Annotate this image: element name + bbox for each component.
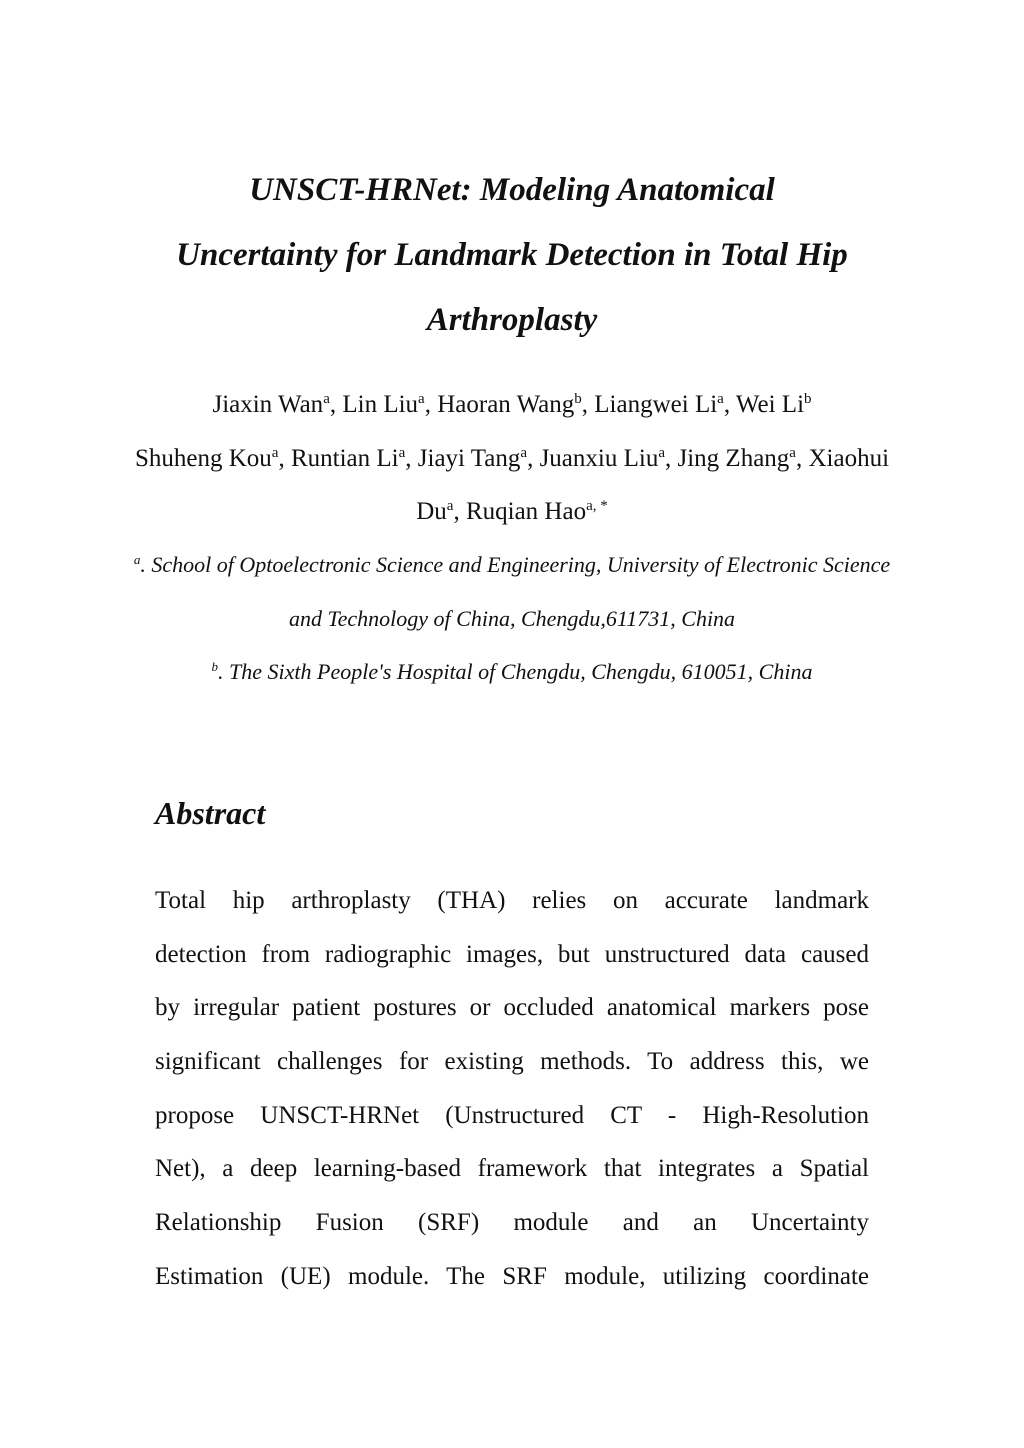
author-name: Shuheng Kou	[134, 444, 272, 472]
author-affiliation-marker: a	[446, 498, 454, 514]
author-name: Wei Li	[735, 391, 805, 418]
paper-title	[130, 158, 894, 353]
affiliation-marker: b	[211, 659, 219, 674]
author-list	[120, 378, 904, 539]
author-name: Jing Zhang	[677, 444, 790, 472]
author-affiliation-marker: a	[323, 391, 330, 407]
abstract-line: Relationship Fusion (SRF) module and an Uncertainty	[155, 1209, 869, 1237]
author-affiliation-marker: a	[398, 444, 406, 461]
abstract-line: detection from radiographic images, but unstructured data caused	[155, 940, 869, 968]
author-affiliation-marker: a	[271, 444, 279, 461]
author-name: Liangwei Li	[594, 391, 718, 418]
author-affiliation-marker: a	[658, 444, 665, 461]
abstract-line: Estimation (UE) module. The SRF module, utilizing coordinate	[155, 1262, 869, 1290]
affiliation-text: The Sixth People's Hospital of Chengdu, Chengdu, 610051, China	[229, 659, 813, 684]
abstract-line: by irregular patient postures or occluded anatomical markers pose	[155, 994, 869, 1022]
abstract-line: Total hip arthroplasty (THA) relies on accurate landmark	[155, 887, 869, 914]
author-name: Lin Liu	[342, 391, 419, 418]
author-separator: ,	[329, 391, 343, 418]
author-name: Runtian Li	[290, 444, 399, 472]
author-affiliation-marker: a	[418, 391, 425, 407]
affiliation-punct: .	[218, 659, 224, 684]
author-separator: ,	[527, 444, 540, 472]
abstract-line: significant challenges for existing methods. To address this, we	[155, 1048, 869, 1076]
author-separator: ,	[581, 391, 595, 418]
abstract-body	[155, 874, 869, 1304]
author-separator: ,	[665, 444, 678, 472]
author-name: Xiaohui Du	[416, 444, 890, 525]
author-separator: ,	[723, 391, 736, 418]
author-separator: ,	[424, 391, 438, 418]
author-affiliation-marker: b	[574, 391, 582, 407]
abstract-line: Net), a deep learning-based framework that integrates a Spatial	[155, 1155, 869, 1183]
author-name: Juanxiu Liu	[539, 444, 659, 472]
author-separator: ,	[453, 498, 466, 525]
author-affiliation-marker: a	[717, 391, 724, 407]
author-separator: ,	[405, 444, 418, 472]
author-name: Jiayi Tang	[417, 444, 521, 472]
affiliation-list	[120, 538, 904, 699]
author-affiliation-marker: a	[789, 444, 796, 461]
author-separator: ,	[795, 444, 809, 472]
author-affiliation-marker: a	[520, 444, 528, 461]
abstract-line: propose UNSCT-HRNet (Unstructured CT - High-Resolution	[155, 1101, 869, 1129]
affiliation-punct: .	[140, 552, 146, 577]
author-line	[120, 378, 904, 432]
author-affiliation-marker: a, *	[586, 498, 608, 514]
author-separator: ,	[278, 444, 291, 472]
title-line: Arthroplasty	[426, 302, 598, 338]
author-affiliation-marker: b	[804, 391, 812, 407]
affiliation	[120, 538, 904, 645]
author-line	[120, 432, 904, 539]
title-line: UNSCT-HRNet: Modeling Anatomical	[249, 172, 775, 208]
affiliation-text: School of Optoelectronic Science and Engineering, University of Electronic Science and Technology of China, Chengdu,611731, China	[151, 552, 891, 631]
abstract-heading: Abstract	[155, 795, 266, 831]
author-name: Ruqian Hao	[465, 498, 587, 525]
affiliation	[120, 645, 904, 699]
author-name: Haoran Wang	[437, 391, 575, 418]
affiliation-marker: a	[133, 552, 141, 567]
title-line: Uncertainty for Landmark Detection in Total Hip	[176, 237, 848, 273]
author-name: Jiaxin Wan	[212, 391, 324, 418]
